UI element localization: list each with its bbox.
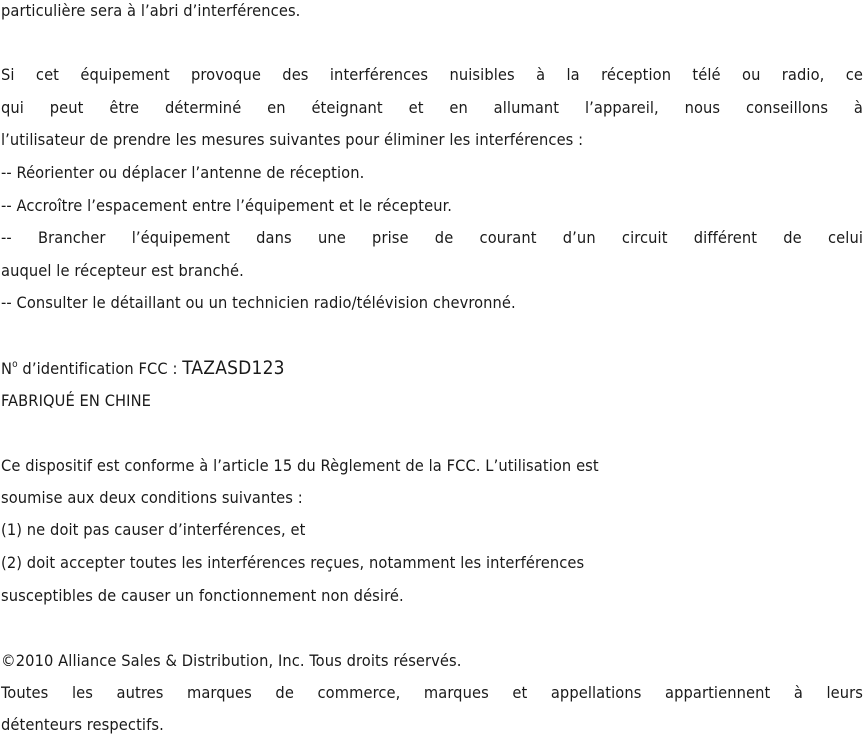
fcc-id-value: TAZASD123 [182,357,285,379]
text-line: particulière sera à l’abri d’interférences. [1,1,301,20]
text-line: -- Réorienter ou déplacer l’antenne de réception. [1,163,365,182]
text-line: -- Brancher l’équipement dans une prise de courant d’un circuit différent de celui [1,228,863,247]
text-line: auquel le récepteur est branché. [1,261,244,280]
text-line: soumise aux deux conditions suivantes : [1,488,303,507]
fcc-id-n: N [1,359,13,378]
fcc-id-line [1,358,863,379]
text-line: Si cet équipement provoque des interférences nuisibles à la réception télé ou radio, ce [1,65,863,84]
text-line: Ce dispositif est conforme à l’article 15 du Règlement de la FCC. L’utilisation est [1,456,599,475]
copyright-line: ©2010 Alliance Sales & Distribution, Inc. Tous droits réservés. [1,651,462,670]
text-line: qui peut être déterminé en éteignant et en allumant l’appareil, nous conseillons à [1,98,863,117]
text-line: (1) ne doit pas causer d’interférences, et [1,520,306,539]
text-line: -- Accroître l’espacement entre l’équipement et le récepteur. [1,196,453,215]
fcc-id-label: d’identification FCC : [17,359,183,378]
text-line: détenteurs respectifs. [1,715,164,734]
text-line: l’utilisateur de prendre les mesures suivantes pour éliminer les interférences : [1,130,584,149]
text-line: Toutes les autres marques de commerce, marques et appellations appartiennent à leurs [1,683,863,702]
fcc-id-superscript: o [12,359,18,370]
text-line: -- Consulter le détaillant ou un technicien radio/télévision chevronné. [1,293,516,312]
text-line: (2) doit accepter toutes les interférences reçues, notamment les interférences [1,553,585,572]
text-line: FABRIQUÉ EN CHINE [1,391,151,410]
text-line: susceptibles de causer un fonctionnement non désiré. [1,586,404,605]
